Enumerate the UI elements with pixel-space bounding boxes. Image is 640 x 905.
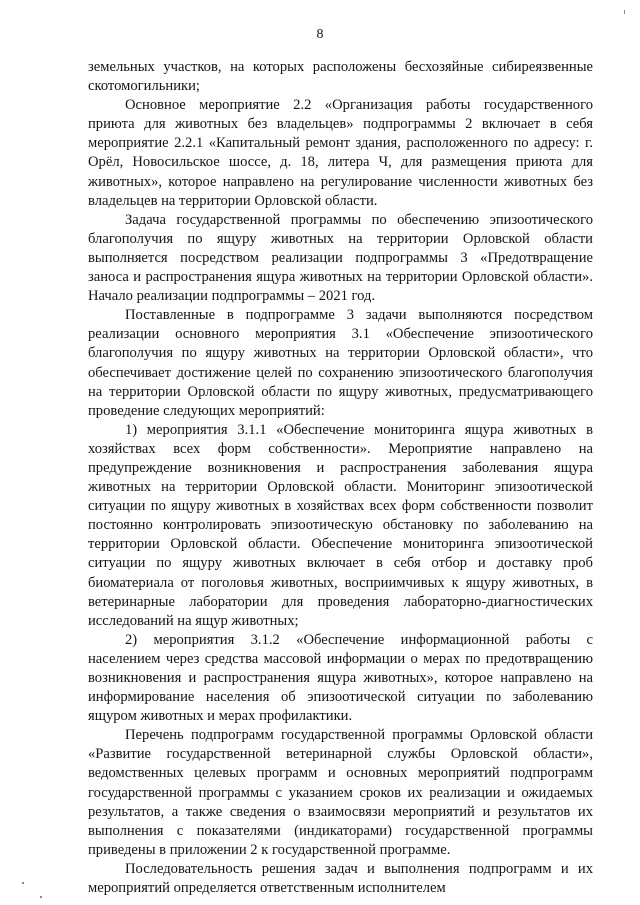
scan-mark <box>624 10 625 14</box>
page-number: 8 <box>316 27 324 42</box>
paragraph-activity-3-1-2: 2) мероприятия 3.1.2 «Обеспечение информационной работы с населением через средства массовой информации о мерах по предотвращению возникновения и распространения ящура животных», которое направлено на информирование населения об эпизоотической ситуации по заболеванию ящуром животных и мерах профилактики. <box>88 631 593 725</box>
document-body <box>88 58 593 898</box>
paragraph-subprogram-3-tasks: Поставленные в подпрограмме 3 задачи выполняются посредством реализации основного мероприятия 3.1 «Обеспечение эпизоотического благополучия по ящуру животных на территории Орловской области», что обеспечивает достижение целей по сохранению эпизоотического благополучия на территории Орловской области по ящуру животных, предусматривающего проведение следующих мероприятий: <box>88 307 593 419</box>
paragraph-sequence: Последовательность решения задач и выполнения подпрограмм и их мероприятий определяется ответственным исполнителем <box>88 860 593 897</box>
paragraph-subprogram-list: Перечень подпрограмм государственной программы Орловской области «Развитие государственной ветеринарной службы Орловской области», ведомственных целевых программ и основных мероприятий подпрограмм государственной программы с указанием сроков их реализации и ожидаемых результатов, а также сведения о взаимосвязи мероприятий и результатов их выполнения с показателями (индикаторами) государственной программы приведены в приложении 2 к государственной программе. <box>88 727 593 858</box>
paragraph-foot-and-mouth-task: Задача государственной программы по обеспечению эпизоотического благополучия по ящуру животных на территории Орловской области выполняется посредством реализации подпрограммы 3 «Предотвращение заноса и распространения ящура животных на территории Орловской области». Начало реализации подпрограммы – 2021 год. <box>88 211 593 305</box>
paragraph-activity-3-1-1: 1) мероприятия 3.1.1 «Обеспечение мониторинга ящура животных в хозяйствах всех форм собственности». Мероприятие направлено на предупреждение возникновения и распространения заболевания ящура животных на территории Орловской области. Мониторинг эпизоотической ситуации по ящуру животных в хозяйствах всех форм собственности позволит постоянно контролировать эпизоотическую обстановку по заболеванию на территории Орловской области. Обеспечение мониторинга эпизоотической ситуации по ящуру животных включает в себя отбор и доставку проб биоматериала от поголовья животных, восприимчивых к ящуру животных, в ветеринарные лаборатории для проведения лабораторно-диагностических исследований на ящур животных; <box>88 421 593 629</box>
paragraph-continuation: земельных участков, на которых расположены бесхозяйные сибиреязвенные скотомогильники; <box>88 59 593 95</box>
scan-mark <box>40 896 42 898</box>
scan-mark <box>22 882 24 884</box>
paragraph-main-activity-2-2: Основное мероприятие 2.2 «Организация работы государственного приюта для животных без владельцев» подпрограммы 2 включает в себя мероприятие 2.2.1 «Капитальный ремонт здания, расположенного по адресу: г. Орёл, Новосильское шоссе, д. 18, литера Ч, для размещения приюта для животных», которое направлено на регулирование численности животных без владельцев на территории Орловской области. <box>88 97 593 209</box>
